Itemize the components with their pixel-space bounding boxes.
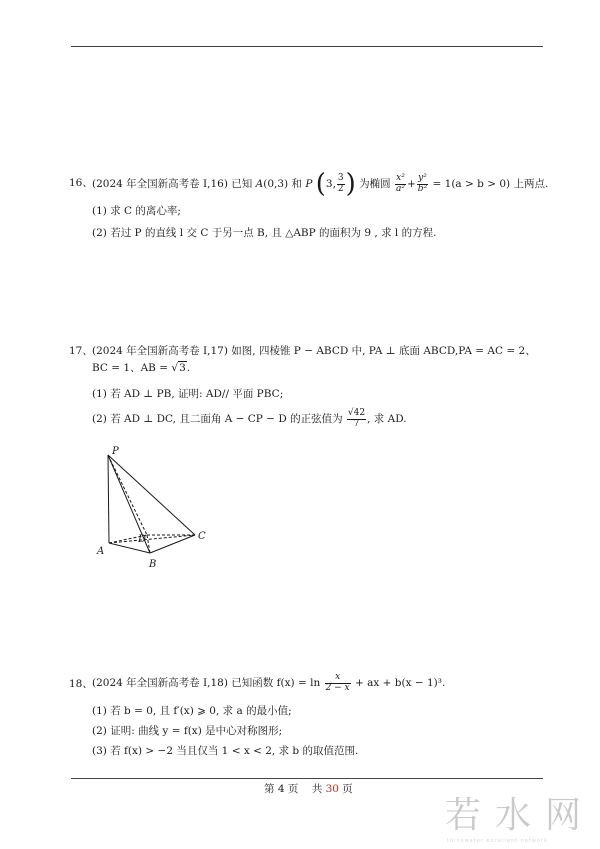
q16-ellipse-rhs: = 1(a > b > 0) [432,177,511,190]
q17-line2-prefix: BC = 1、AB = [92,362,169,374]
label-a: A [97,546,105,557]
q17-line2 [92,362,190,375]
q17-sub2 [92,404,407,434]
q17-sine-fraction: $\frac{√42}{7}$ [347,408,366,429]
q17-sqrt-arg: 3 [179,362,186,374]
q16-number: 16、 [69,177,93,189]
q18-sub3: (3) 若 f(x) > −2 当且仅当 1 < x < 2, 求 b 的取值范围. [92,745,359,757]
edge-ac [109,535,195,543]
q16-sub2: (2) 若过 P 的直线 l 交 C 于另一点 B, 且 △ABP 的面积为 9 , 求 l 的方程. [92,227,437,239]
q18-number: 18、 [69,678,93,690]
q17-sub2-suffix: , 求 AD. [367,412,407,425]
q17-number: 17、 [69,345,93,357]
q16-rparen: ) [345,169,356,199]
label-b: B [149,559,157,570]
watermark-subtext: thinkwater excellent network [447,838,548,844]
q16-stem [92,164,548,204]
edge-pd [108,455,147,535]
q18-prefix: (2024 年全国新高考卷 I,18) 已知函数 f(x) = ln [92,676,321,689]
q16-p-x: 3, [325,177,336,190]
q18-sub1: (1) 若 b = 0, 且 f′(x) ⩾ 0, 求 a 的最小值; [92,705,292,717]
q16-point-a-coords: (0,3) [263,177,289,190]
edge-pa [108,455,109,543]
footer-total-prefix: 共 [311,783,323,795]
footer-page-info [264,783,353,796]
label-p: P [112,446,119,457]
q17-pyramid-figure [92,443,222,573]
edge-pc [108,455,195,535]
q16-sub1: (1) 求 C 的离心率; [92,205,181,217]
footer-total-number: 30 [325,783,339,795]
header-rule [71,46,543,47]
label-c: C [198,531,206,542]
watermark-logo: 若水网 [445,795,596,836]
q16-point-a: A [255,177,264,190]
q16-source: (2024 年全国新高考卷 I,16) 已知 [92,177,253,190]
footer-total-suffix: 页 [342,783,353,795]
footer-rule [71,778,543,779]
q16-lparen: ( [315,169,326,199]
q16-ellipse-x-term: $\frac{\text{x²}}{\text{a²}}$ [396,173,405,194]
q18-sub2: (2) 证明: 曲线 y = f(x) 是中心对称图形; [92,725,283,737]
q16-p-y-fraction: $\frac{3}{2}$ [337,173,344,194]
footer-page-prefix: 第 4 页 [264,783,299,795]
q16-point-p: P [305,177,313,190]
q17-sub2-prefix: (2) 若 AD ⊥ DC, 且二面角 A − CP − D 的正弦值为 [92,412,343,425]
q18-log-fraction: $\frac{x}{2 - x}$ [325,672,350,693]
q16-and: 和 [291,177,302,190]
label-d: D [138,534,147,545]
edge-bc [150,535,195,553]
q17-sub1: (1) 若 AD ⊥ PB, 证明: AD// 平面 PBC; [92,388,284,400]
q17-line1: (2024 年全国新高考卷 I,17) 如图, 四棱锥 P − ABCD 中, PA ⊥ 底面 ABCD,PA = AC = 2、 [92,345,536,357]
q16-ellipse-word: 为椭圆 [359,177,391,190]
q17-line2-end: . [186,362,191,374]
q16-plus: + [406,177,416,190]
q16-tail: 上两点. [513,177,549,190]
q16-ellipse-y-term: $\frac{\text{y²}}{\text{b²}}$ [417,173,428,194]
q18-stem [92,668,445,698]
q17-sqrt-sign: √ [171,362,179,374]
q18-suffix: + ax + b(x − 1)³. [354,676,446,689]
